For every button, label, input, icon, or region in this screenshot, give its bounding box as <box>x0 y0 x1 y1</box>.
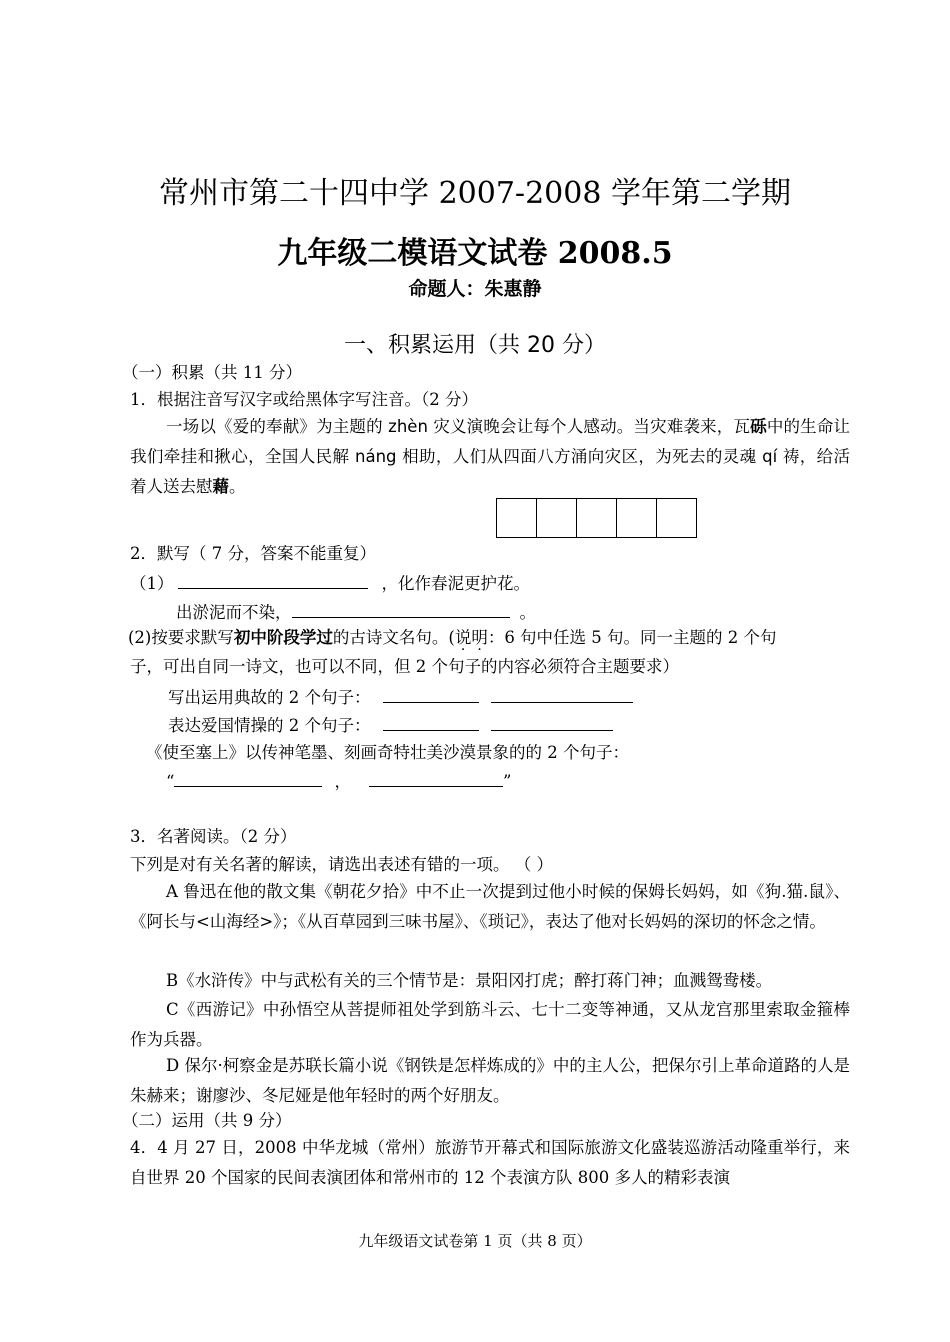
close-quote: ” <box>502 772 512 791</box>
question-1-passage <box>130 412 850 502</box>
q2-line-2 <box>176 601 536 624</box>
q2-patriotic-label: 表达爱国情操的 2 个句子： <box>168 716 371 735</box>
section-title: 一、积累运用（共 20 分） <box>344 333 606 358</box>
option-b: B《水浒传》中与武松有关的三个情节是：景阳冈打虎；醉打蒋门神；血溅鸳鸯楼。 <box>166 971 773 990</box>
passage-line-2: 中的生命让我们牵挂和揪心，全国人民解 náng 相助，人们从四面八方涌向灾区， <box>130 417 851 466</box>
passage-line-1: 一场以《爱的奉献》为主题的 zhèn 灾义演晚会让每个人感动。当灾难袭来，瓦 <box>166 417 751 436</box>
quote-comma: ， <box>334 772 351 791</box>
answer-box[interactable] <box>576 498 617 538</box>
answer-blank[interactable] <box>383 714 479 731</box>
exam-author: 命题人：朱惠静 <box>408 278 542 300</box>
q2-line-3 <box>128 627 777 649</box>
question-4-stem: 4．4 月 27 日，2008 中华龙城（常州）旅游节开幕式和国际旅游文化盛装巡游活动隆重举行，来自世界 20 个国家的民间表演团体和常州市的 12 个表演方队 800 多人的精彩表演 <box>130 1138 850 1187</box>
dotted-char: 说 <box>454 628 472 647</box>
school-title: 常州市第二十四中学 2007-2008 学年第二学期 <box>159 176 791 211</box>
q2-quote-line <box>166 770 511 793</box>
q2-line-1 <box>130 572 530 595</box>
answer-blank[interactable] <box>174 770 322 787</box>
q2-line-4: 子，可出自同一诗文，也可以不同，但 2 个句子的内容必须符合主题要求） <box>130 657 679 676</box>
answer-blank[interactable] <box>292 601 510 618</box>
q2-line-3a: (2)按要求默写 <box>128 628 234 647</box>
question-1-stem: 1．根据注音写汉字或给黑体字写注音。（2 分） <box>130 390 478 409</box>
question-2-stem: 2．默写（ 7 分，答案不能重复） <box>130 544 376 563</box>
bold-char-1: 砾 <box>750 417 767 436</box>
q2-allusion-label: 写出运用典故的 2 个句子： <box>168 688 371 707</box>
q2-line-2-head: 出淤泥而不染， <box>176 603 292 622</box>
dotted-char: 明 <box>471 628 488 647</box>
q2-patriotic-line <box>168 714 613 737</box>
q2-poem-line: 《使至塞上》以传神笔墨、刻画奇特壮美沙漠景象的的 2 个句子： <box>146 743 629 762</box>
answer-boxes <box>496 498 697 538</box>
answer-blank[interactable] <box>383 686 479 703</box>
option-a: A 鲁迅在他的散文集《朝花夕拾》中不止一次提到过他小时候的保姆长妈妈，如《狗.猫.鼠》、《阿长与<山海经>》；《从百草园到三味书屋》、《琐记》，表达了他对长妈妈的深切的怀念之情。 <box>130 882 850 931</box>
answer-box[interactable] <box>536 498 577 538</box>
exam-title: 九年级二模语文试卷 2008.5 <box>277 236 673 271</box>
answer-box[interactable] <box>616 498 657 538</box>
q2-line-3b: 的古诗文名句。( <box>332 628 455 647</box>
question-3-prompt: 下列是对有关名著的解读，请选出表述有错的一项。 （ ） <box>130 855 553 874</box>
passage-line-3: 为死去的灵魂 qí 祷，给活着人送去慰 <box>130 447 850 496</box>
answer-box[interactable] <box>656 498 697 538</box>
bold-char-2: 藉 <box>212 477 229 496</box>
option-c: C《西游记》中孙悟空从菩提师祖处学到筋斗云、七十二变等神通，又从龙宫那里索取金箍棒作为兵器。 <box>130 1000 850 1049</box>
passage-end: 。 <box>229 477 246 496</box>
q2-line-2-tail: 。 <box>519 603 536 622</box>
subsection-accumulation: （一）积累（共 11 分） <box>122 363 302 382</box>
answer-blank[interactable] <box>491 714 613 731</box>
q2-bold-phrase: 初中阶段学过 <box>233 628 333 647</box>
page-footer: 九年级语文试卷第 1 页（共 8 页） <box>358 1232 592 1250</box>
answer-blank[interactable] <box>491 686 633 703</box>
answer-box[interactable] <box>496 498 537 538</box>
q2-allusion-line <box>168 686 633 709</box>
option-d: D 保尔·柯察金是苏联长篇小说《钢铁是怎样炼成的》中的主人公，把保尔引上革命道路的人是朱赫来；谢廖沙、冬尼娅是他年轻时的两个好朋友。 <box>130 1056 850 1105</box>
answer-blank[interactable] <box>178 572 368 589</box>
q2-label-1: （1） <box>130 574 174 593</box>
answer-blank[interactable] <box>369 770 503 787</box>
q2-line-1-tail: ，化作春泥更护花。 <box>381 574 530 593</box>
question-3-stem: 3．名著阅读。（2 分） <box>130 827 297 846</box>
open-quote: “ <box>166 772 175 791</box>
q2-line-3c: ：6 句中任选 5 句。同一主题的 2 个句 <box>487 628 777 647</box>
subsection-usage: （二）运用（共 9 分） <box>122 1111 292 1130</box>
